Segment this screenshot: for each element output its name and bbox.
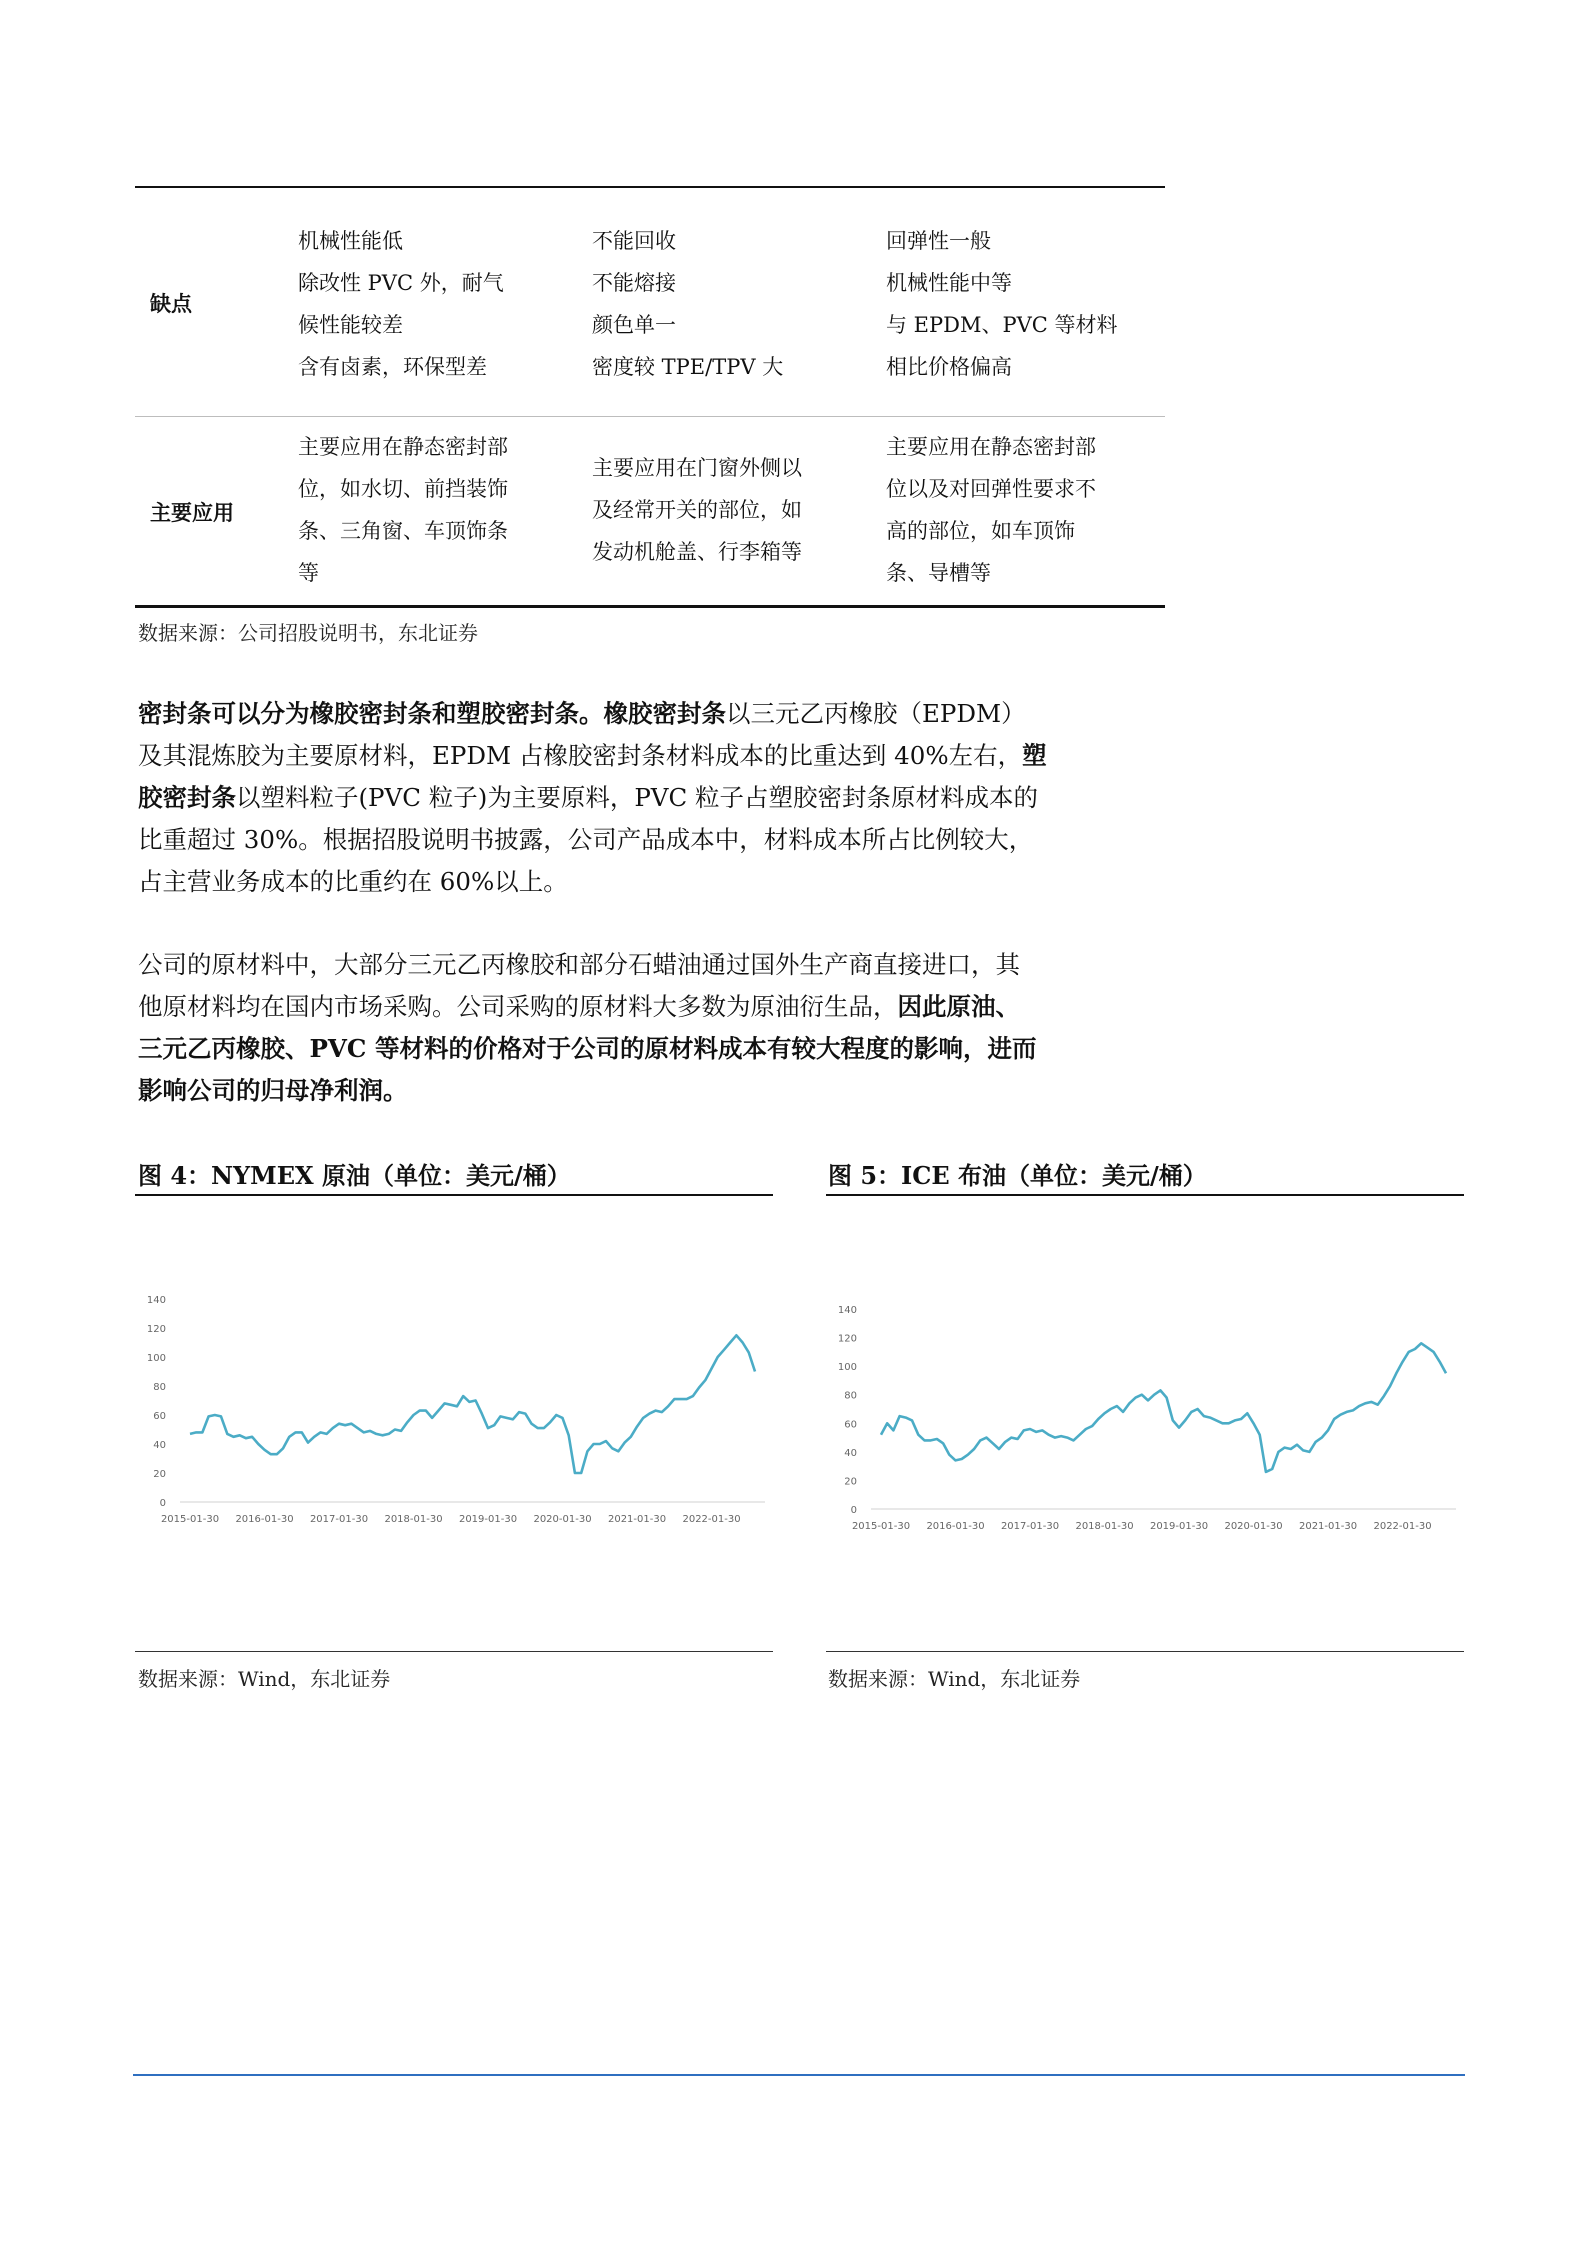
y-tick-label: 60 (153, 1411, 166, 1422)
x-tick-label: 2022-01-30 (1373, 1521, 1432, 1532)
table-row-divider (135, 416, 1165, 417)
x-tick-label: 2016-01-30 (235, 1514, 294, 1525)
y-tick-label: 60 (844, 1419, 857, 1431)
x-tick-label: 2020-01-30 (533, 1514, 592, 1525)
y-tick-label: 0 (850, 1505, 857, 1516)
y-tick-label: 120 (837, 1333, 857, 1345)
y-tick-label: 40 (844, 1447, 857, 1459)
x-tick-label: 2018-01-30 (384, 1514, 443, 1525)
x-tick-label: 2016-01-30 (926, 1521, 985, 1532)
table-bottom-rule (135, 605, 1165, 608)
table-source-note: 数据来源：公司招股说明书，东北证券 (138, 621, 478, 645)
x-tick-label: 2015-01-30 (851, 1521, 911, 1532)
figure-5-bottom-rule (826, 1651, 1464, 1652)
x-tick-label: 2019-01-30 (458, 1514, 518, 1525)
table-cell: 回弹性一般 机械性能中等 与 EPDM、PVC 等材料 相比价格偏高 (886, 229, 1118, 379)
y-tick-label: 80 (844, 1390, 857, 1402)
y-tick-label: 120 (146, 1324, 166, 1335)
table-cell: 主要应用在静态密封部 位以及对回弹性要求不 高的部位，如车顶饰 条、导槽等 (886, 435, 1096, 585)
row-header-drawbacks: 缺点 (150, 291, 192, 316)
y-tick-label: 140 (837, 1305, 857, 1316)
x-tick-label: 2019-01-30 (1149, 1521, 1209, 1532)
row-header-applications: 主要应用 (150, 500, 234, 525)
figure-5-top-rule (826, 1194, 1464, 1196)
figure-4-source: 数据来源：Wind，东北证券 (138, 1667, 391, 1691)
x-tick-label: 2015-01-30 (160, 1514, 220, 1525)
y-tick-label: 40 (153, 1440, 166, 1451)
x-tick-label: 2018-01-30 (1075, 1521, 1134, 1532)
figure-5-chart (826, 1285, 1464, 1575)
table-cell: 不能回收 不能熔接 颜色单一 密度较 TPE/TPV 大 (592, 229, 784, 379)
series-line (881, 1343, 1446, 1472)
paragraph-materials: 密封条可以分为橡胶密封条和塑胶密封条。橡胶密封条以三元乙丙橡胶（EPDM） 及其混炼胶为主要原材料，EPDM 占橡胶密封条材料成本的比重达到 40%左右，塑 胶密封条以塑料粒子(PVC 粒子)为主要原料，PVC 粒子占塑胶密封条原材料成本的 比重超过 30%。根据招股说明书披露，公司产品成本中，材料成本所占比例较大， 占主营业务成本的比重约在 60%以上。 (138, 699, 1047, 896)
figure-4-title: 图 4：NYMEX 原油（单位：美元/桶） (138, 1161, 571, 1190)
figure-4-chart (135, 1275, 773, 1565)
figure-4-bottom-rule (135, 1651, 773, 1652)
y-tick-label: 20 (844, 1476, 857, 1488)
series-line (190, 1335, 755, 1473)
y-tick-label: 100 (146, 1353, 166, 1364)
x-tick-label: 2021-01-30 (607, 1514, 667, 1525)
x-tick-label: 2021-01-30 (1298, 1521, 1358, 1532)
x-tick-label: 2020-01-30 (1224, 1521, 1283, 1532)
y-tick-label: 80 (153, 1382, 166, 1393)
y-tick-label: 20 (153, 1469, 166, 1480)
table-top-rule (135, 186, 1165, 188)
table-cell: 机械性能低 除改性 PVC 外，耐气 候性能较差 含有卤素，环保型差 (298, 229, 504, 379)
x-tick-label: 2017-01-30 (1000, 1521, 1060, 1532)
x-tick-label: 2017-01-30 (309, 1514, 369, 1525)
y-tick-label: 100 (837, 1362, 857, 1374)
table-cell: 主要应用在静态密封部 位，如水切、前挡装饰 条、三角窗、车顶饰条 等 (298, 435, 508, 585)
table-cell: 主要应用在门窗外侧以 及经常开关的部位，如 发动机舱盖、行李箱等 (592, 456, 802, 564)
footer-rule (133, 2074, 1465, 2076)
y-tick-label: 140 (146, 1295, 166, 1306)
paragraph-raw-material-impact: 公司的原材料中，大部分三元乙丙橡胶和部分石蜡油通过国外生产商直接进口，其 他原材料均在国内市场采购。公司采购的原材料大多数为原油衍生品，因此原油、 三元乙丙橡胶、PVC 等材料的价格对于公司的原材料成本有较大程度的影响，进而 影响公司的归母净利润。 (138, 950, 1037, 1105)
figure-4-top-rule (135, 1194, 773, 1196)
x-tick-label: 2022-01-30 (682, 1514, 741, 1525)
y-tick-label: 0 (159, 1498, 166, 1509)
figure-5-title: 图 5：ICE 布油（单位：美元/桶） (828, 1161, 1207, 1190)
figure-5-source: 数据来源：Wind，东北证券 (828, 1667, 1081, 1691)
